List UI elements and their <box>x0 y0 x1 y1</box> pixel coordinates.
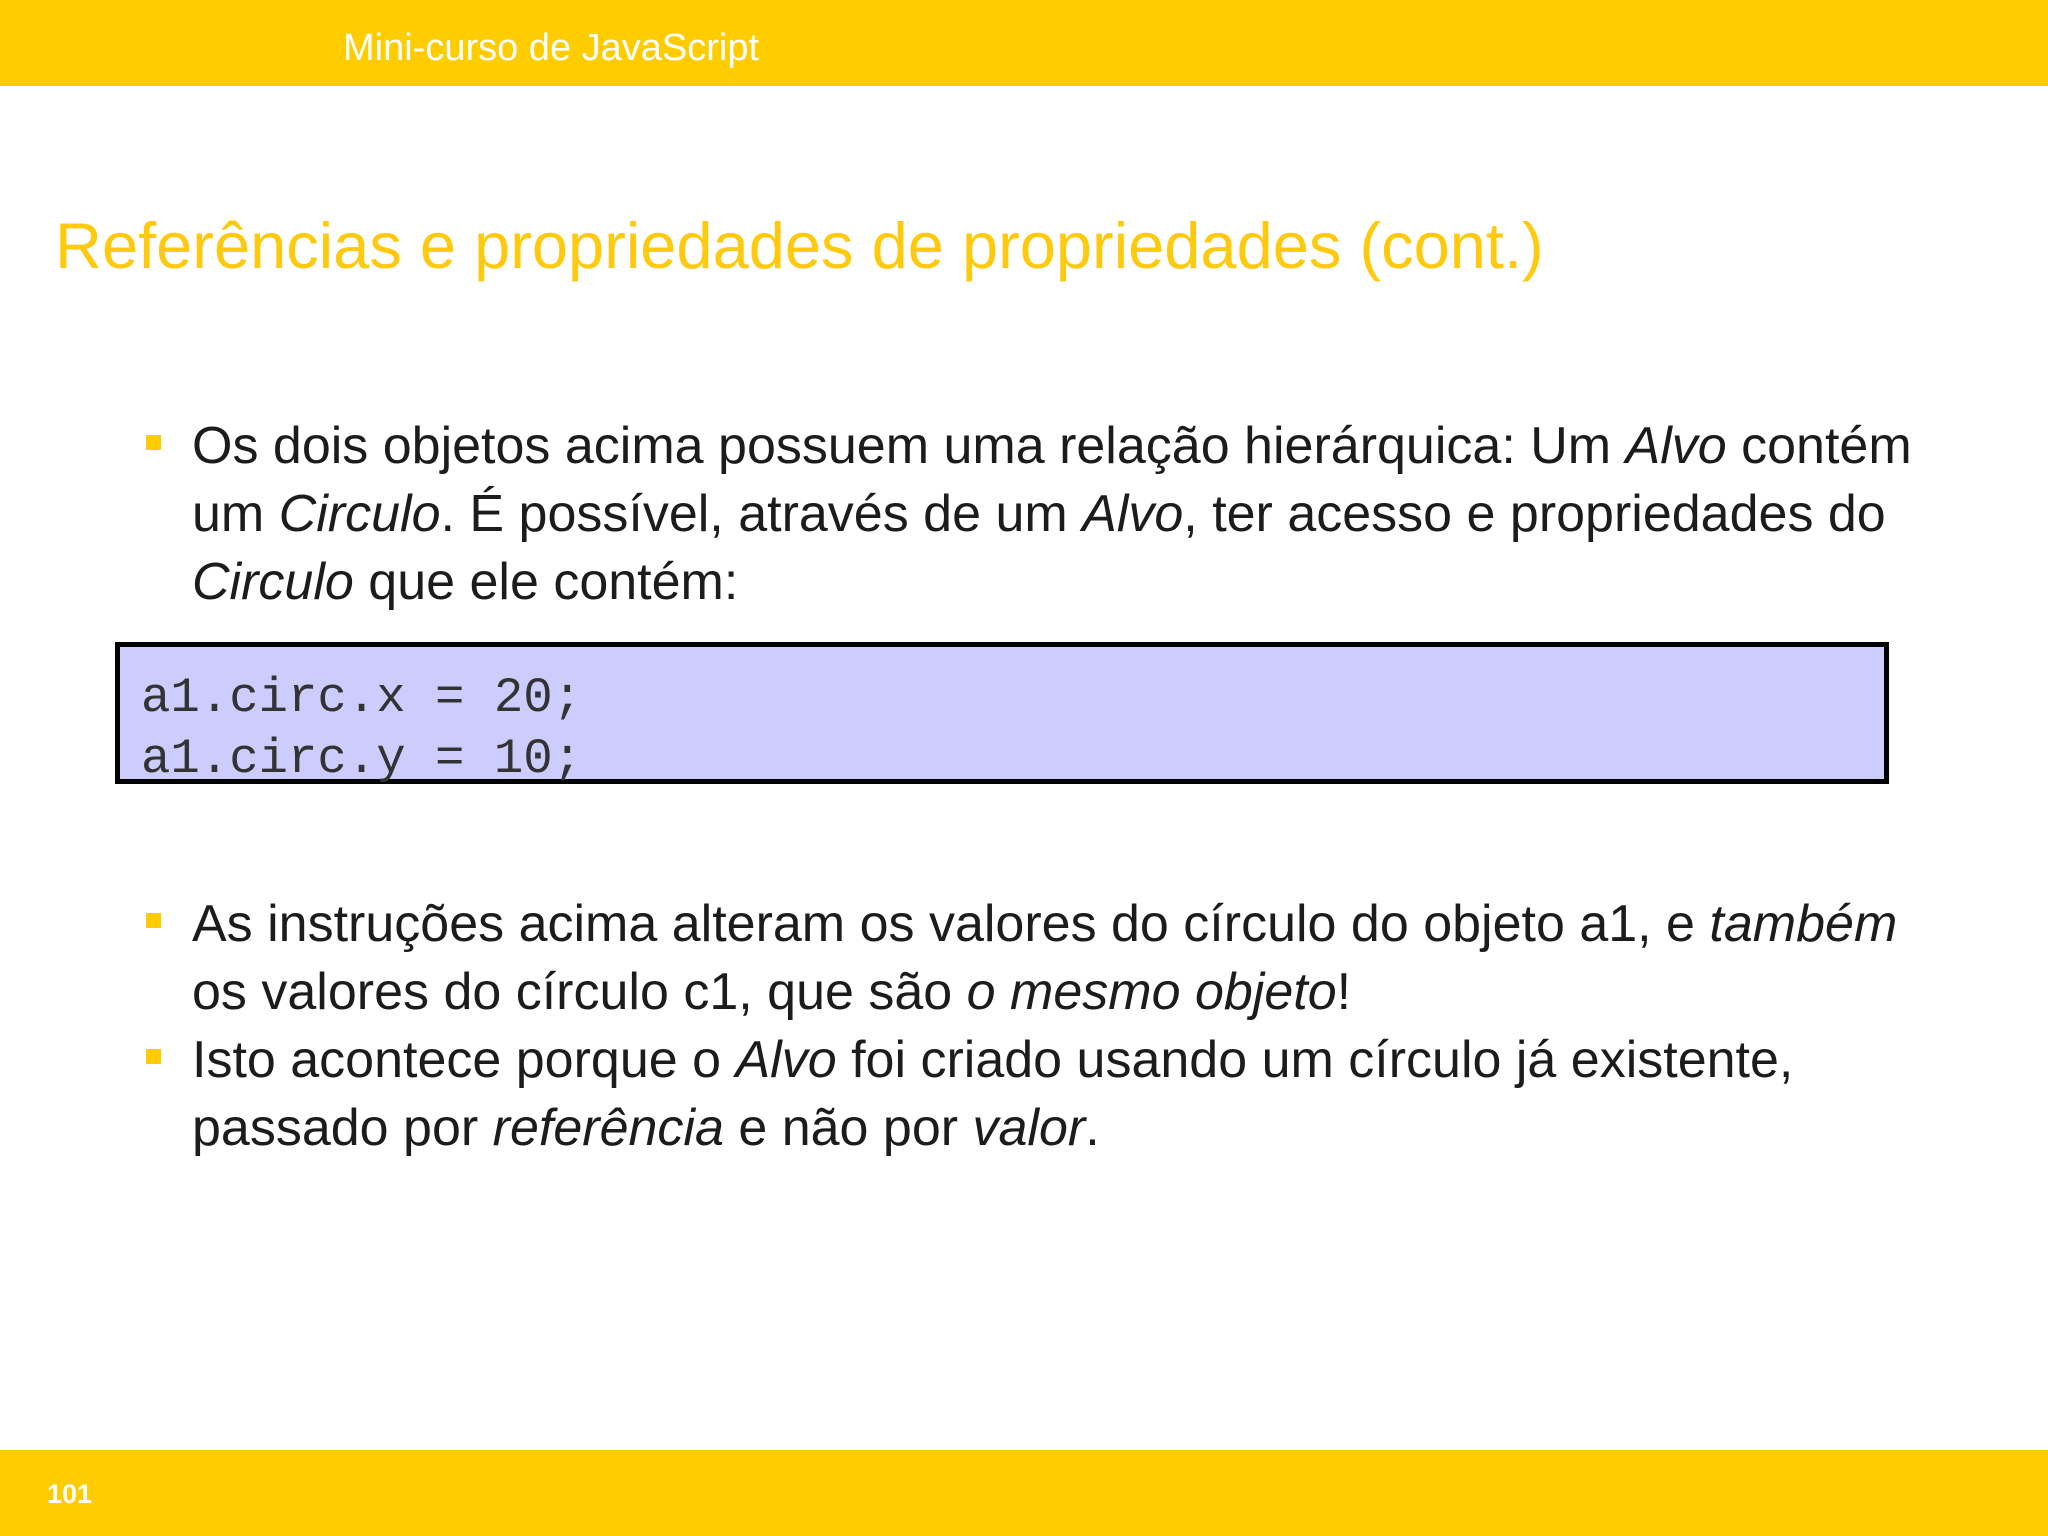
bullet-text: foi criado usando um círculo já existente, passado por <box>192 1031 1794 1157</box>
bullet-item <box>140 412 1940 616</box>
bullet-emphasis: Alvo <box>1625 417 1727 475</box>
bullet-emphasis: Circulo <box>278 485 441 543</box>
bullet-item <box>140 890 1940 1026</box>
bullet-text: , ter acesso e propriedades do <box>1183 485 1886 543</box>
bullet-text: Os dois objetos acima possuem uma relação hierárquica: Um <box>192 417 1626 475</box>
square-bullet-icon <box>146 435 161 450</box>
square-bullet-icon <box>146 1049 161 1064</box>
code-line: a1.circ.y = 10; <box>141 731 583 787</box>
bullet-text: que ele contém: <box>353 553 739 611</box>
bullet-emphasis: Alvo <box>1082 485 1184 543</box>
square-bullet-icon <box>146 913 161 928</box>
bullet-text: os valores do círculo c1, que são <box>192 963 967 1021</box>
bullet-text: . <box>1085 1099 1100 1157</box>
bullet-text: . É possível, através de um <box>440 485 1083 543</box>
bullet-emphasis: referência <box>492 1099 724 1157</box>
bullet-emphasis: também <box>1709 895 1898 953</box>
bullet-emphasis: Circulo <box>192 553 354 611</box>
bullet-emphasis: o mesmo objeto <box>966 963 1337 1021</box>
header-bar <box>0 0 2048 86</box>
code-line: a1.circ.x = 20; <box>141 670 583 726</box>
page-number: 101 <box>47 1479 93 1509</box>
bullet-text: contém um <box>192 417 1912 543</box>
bullet-text: e não por <box>723 1099 973 1157</box>
bullet-text: Isto acontece porque o <box>192 1031 736 1089</box>
bullet-item <box>140 1026 1940 1162</box>
bullet-list-top <box>140 412 1940 616</box>
bullet-emphasis: valor <box>972 1099 1086 1157</box>
course-title: Mini-curso de JavaScript <box>343 27 760 69</box>
bullet-emphasis: Alvo <box>735 1031 837 1089</box>
slide-title: Referências e propriedades de propriedades (cont.) <box>55 209 1544 282</box>
footer-bar <box>0 1450 2048 1536</box>
bullet-list-bottom <box>140 890 1940 1162</box>
code-block <box>115 642 1889 787</box>
bullet-text: ! <box>1336 963 1352 1021</box>
bullet-text: As instruções acima alteram os valores do círculo do objeto a1, e <box>192 895 1710 953</box>
